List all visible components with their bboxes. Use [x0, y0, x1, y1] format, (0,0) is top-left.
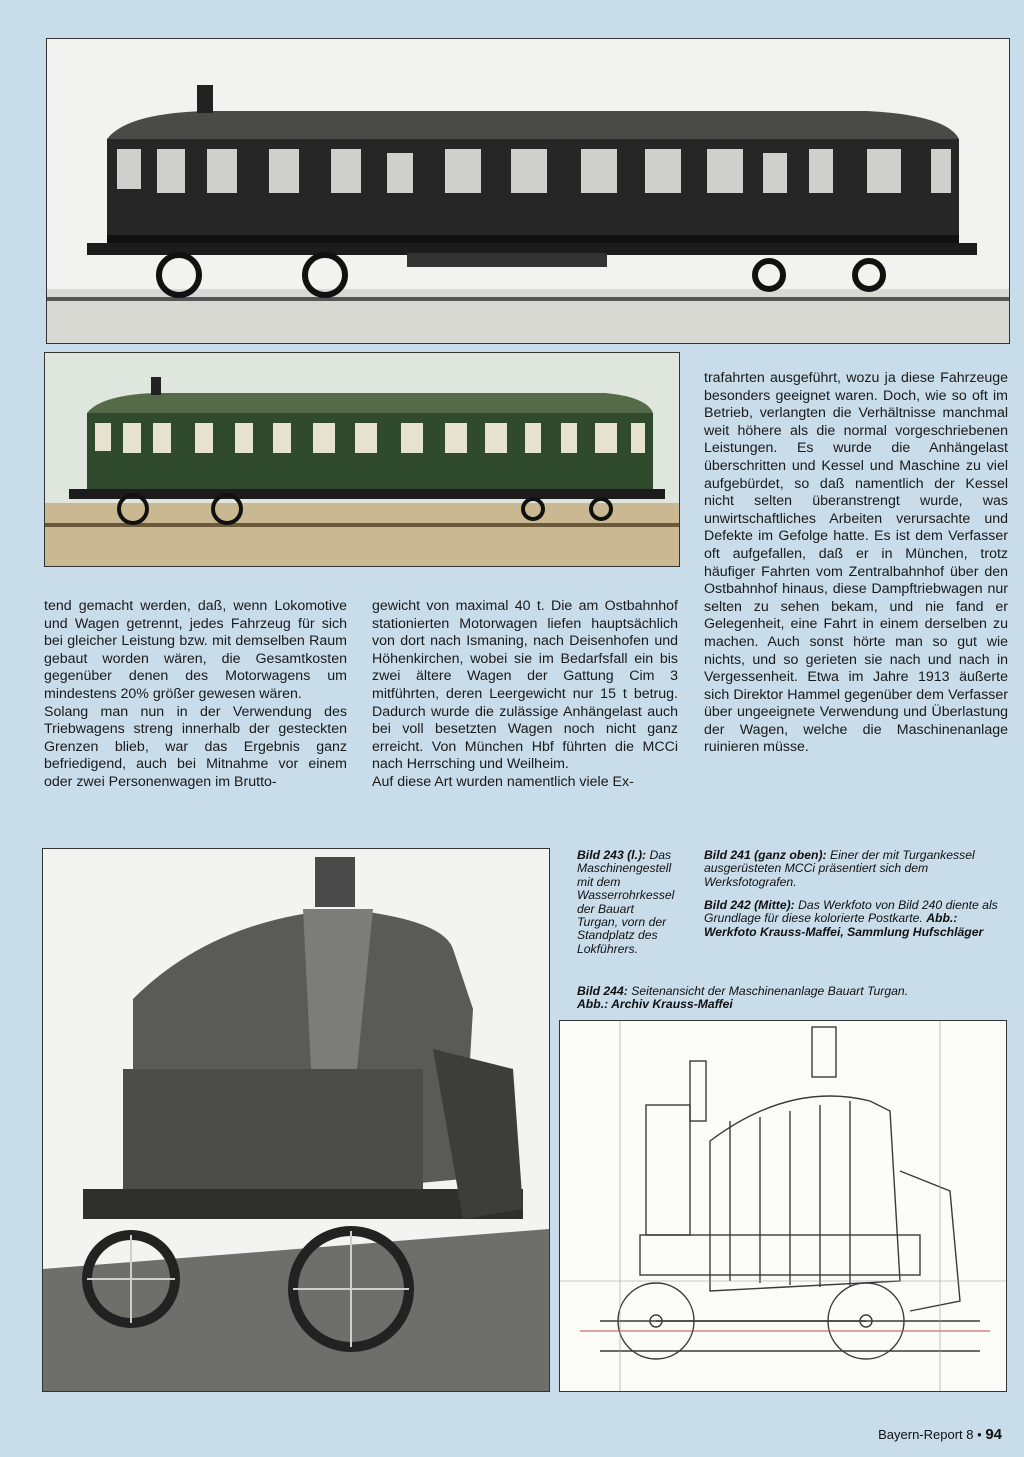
caption-text: Seitenansicht der Maschinenanlage Bauart Turgan.: [631, 984, 909, 998]
caption-credit: Abb.: Werkfoto Krauss-Maffei, Sammlung Hufschläger: [704, 911, 984, 939]
text-column-right: [704, 370, 1008, 757]
caption-bild-244: [577, 985, 1007, 1012]
photo-bild-242-postcard: [44, 352, 680, 567]
paragraph: Auf diese Art wurden namentlich viele Ex-: [372, 773, 634, 790]
caption-label: Bild 243 (l.):: [577, 848, 647, 862]
paragraph: gewicht von maximal 40 t. Die am Ostbahnhof stationierten Motorwagen liefen hauptsächlich von dort nach Ismaning, nach Deisenhofen und Höhenkirchen, wobei sie im Bedarfsfall ein bis zwei ältere Wagen der Gattung Cim 3 mitführten, deren Leergewicht nur 15 t betrug. Dadurch wurde die zulässige Anhängelast auch bei voll besetzten Wagen noch nicht ganz erreicht. Von München Hbf führten die MCCi nach Herrsching und Weilheim.: [372, 598, 678, 773]
footer-separator: •: [977, 1427, 982, 1442]
caption-text: Einer der mit Turgankessel ausgerüsteten MCCi präsentiert sich dem Werksfotografen.: [704, 848, 975, 889]
caption-label: Bild 242 (Mitte):: [704, 898, 795, 912]
paragraph: Solang man nun in der Verwendung des Triebwagens streng innerhalb der gesteckten Grenzen blieb, war das Ergebnis ganz befriedigend, auch bei Mitnahme vor einem oder zwei Personenwagen im Brutto-: [44, 703, 347, 790]
caption-bild-243: [577, 849, 677, 956]
caption-text: Das Werkfoto von Bild 240 diente als Grundlage für diese kolorierte Postkarte.: [704, 898, 998, 926]
caption-bild-241: [704, 849, 1004, 889]
caption-credit: Abb.: Archiv Krauss-Maffei: [577, 997, 733, 1012]
photo-bild-241-railcar: [46, 38, 1010, 344]
page-footer: [878, 1426, 1002, 1443]
caption-label: Bild 244:: [577, 984, 628, 998]
photo-bild-243-machine-frame: [42, 848, 550, 1392]
caption-text: Das Maschinengestell mit dem Wasserrohrkessel der Bauart Turgan, vorn der Standplatz des Lokführers.: [577, 848, 675, 956]
text-column-middle: [372, 598, 678, 792]
paragraph: trafahrten ausgeführt, wozu ja diese Fahrzeuge besonders geeignet waren. Doch, wie so oft im Betrieb, verlangten die Verhältnisse manchmal weit höhere als die normal vorgeschriebenen Leistungen. Es wurde die Anhängelast überschritten und Kessel und Maschine zu viel aufgebürdet, so daß namentlich der Kessel nicht selten überanstrengt wurde, was unwirtschaftliches Arbeiten verursachte und Defekte im Gefolge hatte. Es ist dem Verfasser oft aufgefallen, daß er in München, trotz häufiger Fahrten vom Zentralbahnhof über den Ostbahnhof hinaus, diese Dampftriebwagen nur selten zu sehen bekam, und nie fand er Gelegenheit, eine Fahrt in einem derselben zu machen. Auch sonst hörte man so gut wie nichts, und so gerieten sie nach und nach in Vergessenheit. Etwa im Jahre 1913 äußerte sich Direktor Hammel gegenüber dem Verfasser über ungeeignete Verwendung und Überlastung der Wagen, welche die Maschinenanlage ruinieren müsse.: [704, 370, 1008, 756]
caption-bild-242: [704, 899, 1004, 939]
text-column-left: [44, 598, 347, 792]
paragraph: tend gemacht werden, daß, wenn Lokomotive und Wagen getrennt, jedes Fahrzeug für sich bei gleicher Leistung bzw. mit demselben Raum gebaut worden wären, die Gesamtkosten gegenüber denen des Motorwagens um mindestens 20% größer gewesen wären.: [44, 598, 347, 702]
page-number: 94: [985, 1426, 1002, 1443]
drawing-bild-244-side-view: [559, 1020, 1007, 1392]
caption-label: Bild 241 (ganz oben):: [704, 848, 827, 862]
publication-name: Bayern-Report 8: [878, 1427, 974, 1442]
